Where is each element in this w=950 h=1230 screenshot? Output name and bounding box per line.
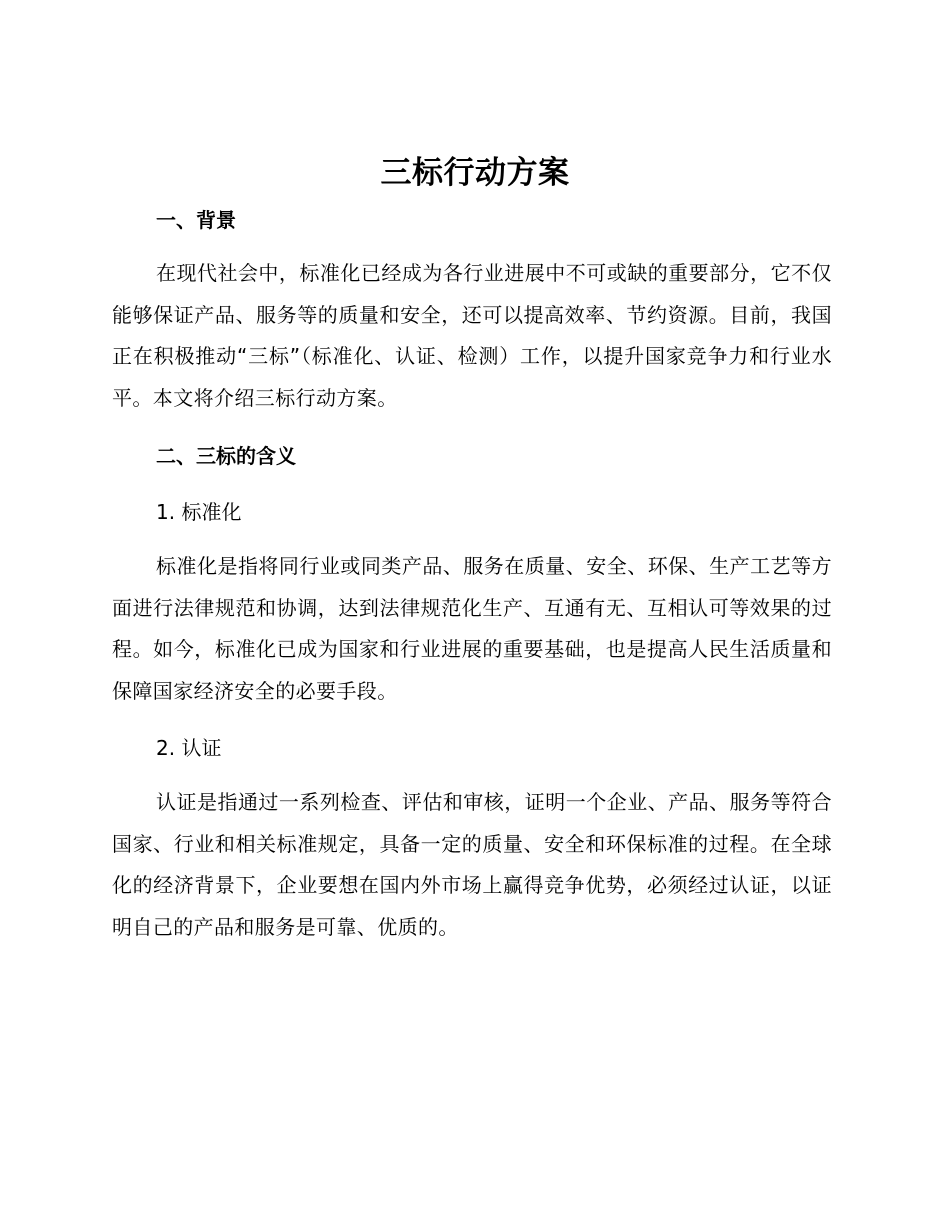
section-heading-meaning: 二、三标的含义	[156, 444, 296, 468]
subsection-heading-certification: 2. 认证	[156, 736, 222, 760]
document-title: 三标行动方案	[380, 155, 570, 191]
paragraph-standardization: 标准化是指将同行业或同类产品、服务在质量、安全、环保、生产工艺等方面进行法律规范和协调，达到法律规范化生产、互通有无、互相认可等效果的过程。如今，标准化已成为国家和行业进展的重要基础，也是提高人民生活质量和保障国家经济安全的必要手段。	[112, 554, 832, 703]
paragraph-certification: 认证是指通过一系列检查、评估和审核，证明一个企业、产品、服务等符合国家、行业和相关标准规定，具备一定的质量、安全和环保标准的过程。在全球化的经济背景下，企业要想在国内外市场上赢得竞争优势，必须经过认证，以证明自己的产品和服务是可靠、优质的。	[112, 790, 832, 939]
subsection-heading-standardization: 1. 标准化	[156, 500, 242, 524]
section-heading-background: 一、背景	[156, 208, 236, 232]
paragraph-background: 在现代社会中，标准化已经成为各行业进展中不可或缺的重要部分，它不仅能够保证产品、服务等的质量和安全，还可以提高效率、节约资源。目前，我国正在积极推动“三标”（标准化、认证、检测）工作，以提升国家竞争力和行业水平。本文将介绍三标行动方案。	[112, 261, 832, 410]
